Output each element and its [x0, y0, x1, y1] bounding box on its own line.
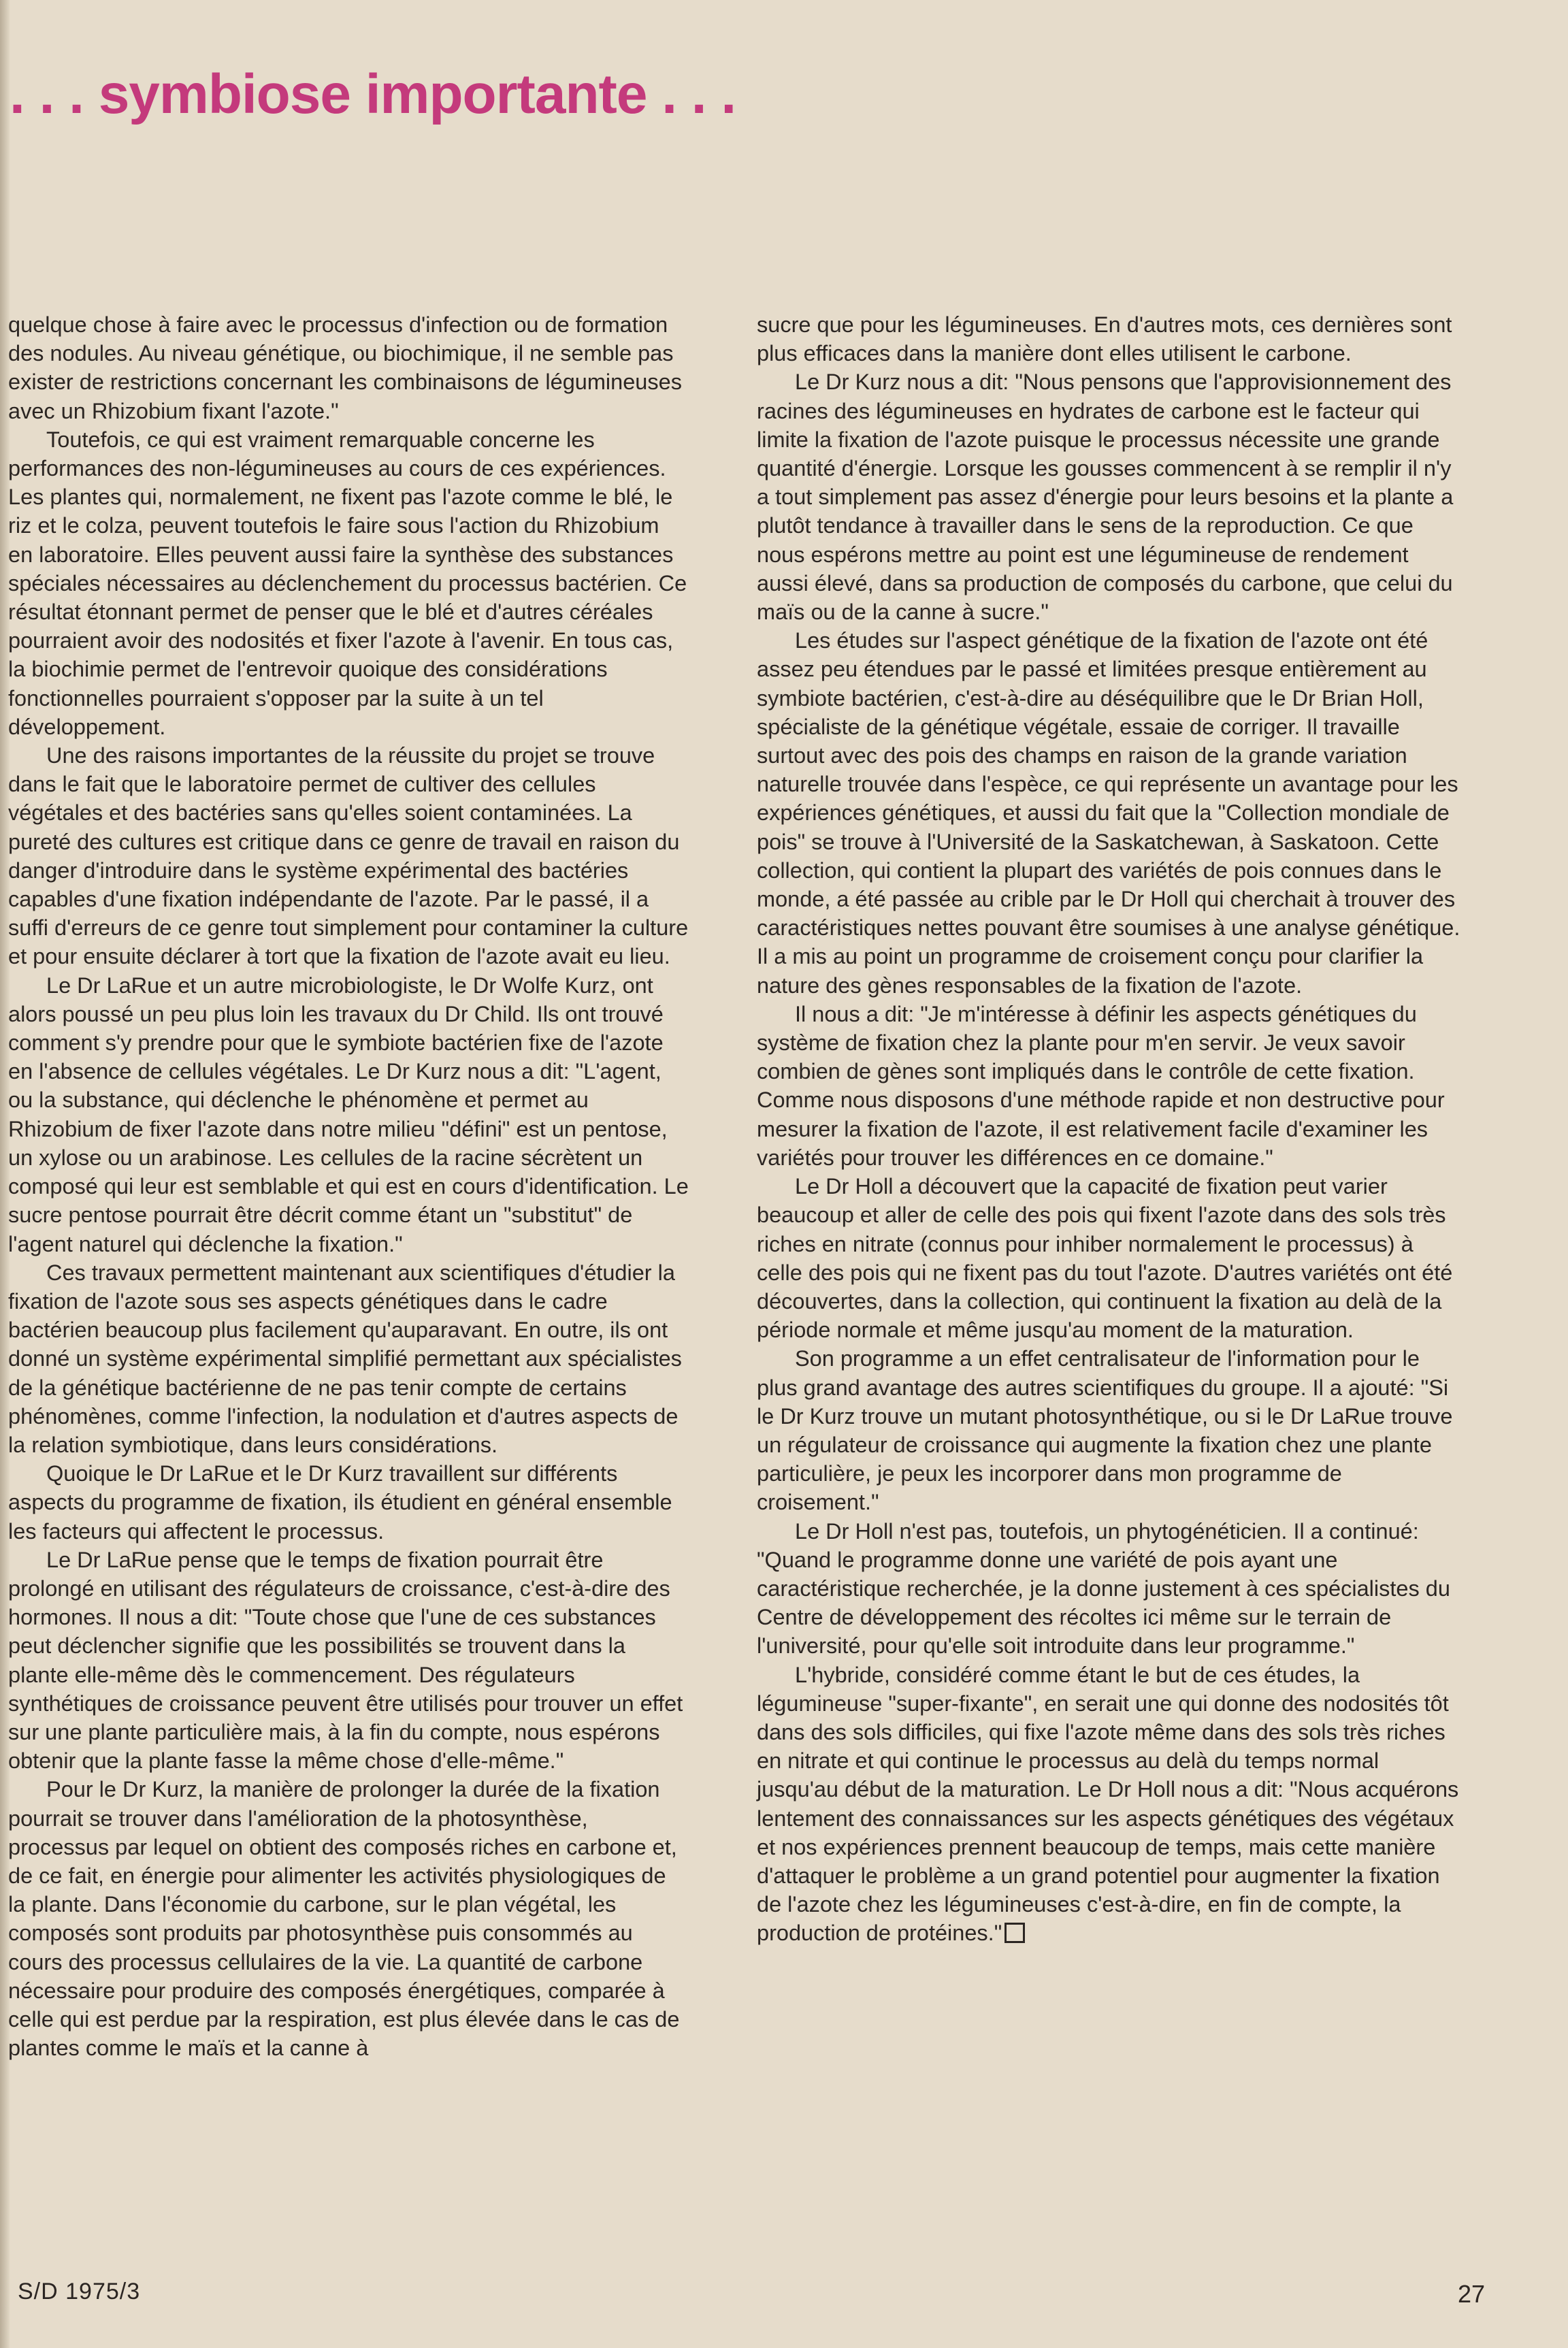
paragraph: Le Dr LaRue et un autre microbiologiste, le Dr Wolfe Kurz, ont alors poussé un peu plus loin les travaux du Dr Child. Ils ont trouvé comment s'y prendre pour que le symbiote bactérien fixe de l'azote en l'absence de cellules végétales. Le Dr Kurz nous a dit: "L'agent, ou la substance, qui déclenche le phénomène et permet au Rhizobium de fixer l'azote dans notre milieu "défini" est un pentose, un xylose ou un arabinose. Les cellules de la racine sécrètent un composé qui leur est semblable et qui est en cours d'identification. Le sucre pentose pourrait être décrit comme étant un "substitut" de l'agent naturel qui déclenche la fixation."	[8, 973, 689, 1256]
paragraph: quelque chose à faire avec le processus d'infection ou de formation des nodules. Au niveau génétique, ou biochimique, il ne semble pas exister de restrictions concernant les combinaisons de légumineuses avec un Rhizobium fixant l'azote."	[8, 312, 682, 423]
paragraph-text: L'hybride, considéré comme étant le but de ces études, la légumineuse "super-fixante", en serait une qui donne des nodosités tôt dans des sols difficiles, qui fixe l'azote même dans des sols très riches en nitrate et qui continue le processus au delà du temps normal jusqu'au début de la maturation. Le Dr Holl nous a dit: "Nous acquérons lentement des connaissances sur les aspects génétiques des végétaux et nos expériences prennent beaucoup de temps, mais cette manière d'attaquer le problème a un grand potentiel pour augmenter la fixation de l'azote chez les légumineuses c'est-à-dire, en fin de compte, la production de protéines."	[757, 1662, 1459, 1946]
paragraph: sucre que pour les légumineuses. En d'autres mots, ces dernières sont plus efficaces dans la manière dont elles utilisent le carbone.	[757, 312, 1452, 366]
paragraph: Le Dr Kurz nous a dit: "Nous pensons que l'approvisionnement des racines des légumineuses en hydrates de carbone est le facteur qui limite la fixation de l'azote puisque le processus nécessite une grande quantité d'énergie. Lorsque les gousses commencent à se remplir il n'y a tout simplement pas assez d'énergie pour leurs besoins et la plante a plutôt tendance à travailler dans le sens de la reproduction. Ce que nous espérons mettre au point est une légumineuse de rendement aussi élevé, dans sa production de composés du carbone, que celui du maïs ou de la canne à sucre."	[757, 370, 1454, 625]
paragraph: Le Dr LaRue pense que le temps de fixation pourrait être prolongé en utilisant des régulateurs de croissance, c'est-à-dire des hormones. Il nous a dit: "Toute chose que l'une de ces substances peut déclencher signifie que les possibilités se trouvent dans la plante elle-même dès le commencement. Des régulateurs synthétiques de croissance peuvent être utilisés pour trouver un effet sur une plante particulière mais, à la fin du compte, nous espérons obtenir que la plante fasse la même chose d'elle-même."	[8, 1547, 683, 1774]
paragraph: Ces travaux permettent maintenant aux scientifiques d'étudier la fixation de l'azote sous ses aspects génétiques dans le cadre bactérien beaucoup plus facilement qu'auparavant. En outre, ils ont donné un système expérimental simplifié permettant aux spécialistes de la génétique bactérienne de ne pas tenir compte de certains phénomènes, comme l'infection, la nodulation et d'autres aspects de la relation symbiotique, dans leurs considérations.	[8, 1260, 682, 1457]
paragraph: Une des raisons importantes de la réussite du projet se trouve dans le fait que le laboratoire permet de cultiver des cellules végétales et des bactéries sans qu'elles soient contaminées. La pureté des cultures est critique dans ce genre de travail en raison du danger d'introduire dans le système expérimental des bactéries capables d'une fixation indépendante de l'azote. Par le passé, il a suffi d'erreurs de ce genre tout simplement pour contaminer la culture et pour ensuite déclarer à tort que la fixation de l'azote avait eu lieu.	[8, 743, 689, 969]
end-of-article-mark-icon	[1004, 1923, 1025, 1943]
paragraph: Les études sur l'aspect génétique de la fixation de l'azote ont été assez peu étendues par le passé et limitées presque entièrement au symbiote bactérien, c'est-à-dire au déséquilibre que le Dr Brian Holl, spécialiste de la génétique végétale, essaie de corriger. Il travaille surtout avec des pois des champs en raison de la grande variation naturelle trouvée dans l'espèce, ce qui représente un avantage pour les expériences génétiques, et aussi du fait que la "Collection mondiale de pois" se trouve à l'Université de la Saskatchewan, à Saskatoon. Cette collection, qui contient la plupart des variétés de pois connues dans le monde, a été passée au crible par le Dr Holl qui cherchait à trouver des caractéristiques nettes pouvant être soumises à une analyse génétique. Il a mis au point un programme de croisement conçu pour clarifier la nature des gènes responsables de la fixation de l'azote.	[757, 628, 1460, 998]
paragraph: Il nous a dit: "Je m'intéresse à définir les aspects génétiques du système de fixation chez la plante pour m'en servir. Je veux savoir combien de gènes sont impliqués dans le contrôle de cette fixation. Comme nous disposons d'une méthode rapide et non destructive pour mesurer la fixation de l'azote, il est relativement facile d'examiner les variétés pour trouver les différences en ce domaine."	[757, 1001, 1445, 1170]
right-column	[757, 310, 1465, 1948]
paragraph: Pour le Dr Kurz, la manière de prolonger la durée de la fixation pourrait se trouver dans l'amélioration de la photosynthèse, processus par lequel on obtient des composés riches en carbone et, de ce fait, en énergie pour alimenter les activités physiologiques de la plante. Dans l'économie du carbone, sur le plan végétal, les composés sont produits par photosynthèse puis consommés au cours des processus cellulaires de la vie. La quantité de carbone nécessaire pour produire des composés énergétiques, comparée à celle qui est perdue par la respiration, est plus élevée dans le cas de plantes comme le maïs et la canne à	[8, 1777, 680, 2061]
page-number: 27	[1458, 2280, 1486, 2308]
page-title: . . . symbiose importante . . .	[10, 63, 736, 125]
paragraph: Le Dr Holl a découvert que la capacité de fixation peut varier beaucoup et aller de celle des pois qui fixent l'azote dans des sols très riches en nitrate (connus pour inhiber normalement le processus) à celle des pois qui ne fixent pas du tout l'azote. D'autres variétés ont été découvertes, dans la collection, qui continuent la fixation au delà de la période normale et même jusqu'au moment de la maturation.	[757, 1174, 1453, 1343]
issue-label: S/D 1975/3	[18, 2279, 141, 2304]
left-column	[8, 310, 689, 2062]
paragraph: Quoique le Dr LaRue et le Dr Kurz travaillent sur différents aspects du programme de fixation, ils étudient en général ensemble les facteurs qui affectent le processus.	[8, 1461, 672, 1544]
final-paragraph	[757, 1661, 1465, 1948]
paragraph: Le Dr Holl n'est pas, toutefois, un phytogénéticien. Il a continué: "Quand le programme donne une variété de pois ayant une caractéristique recherchée, je la donne justement à ces spécialistes du Centre de développement des récoltes ici même sur le terrain de l'université, pour qu'elle soit introduite dans leur programme."	[757, 1518, 1450, 1659]
paragraph: Son programme a un effet centralisateur de l'information pour le plus grand avantage des autres scientifiques du groupe. Il a ajouté: "Si le Dr Kurz trouve un mutant photosynthétique, ou si le Dr LaRue trouve un régulateur de croissance qui augmente la fixation chez une plante particulière, je peux les incorporer dans mon programme de croisement."	[757, 1346, 1453, 1515]
paragraph: Toutefois, ce qui est vraiment remarquable concerne les performances des non-légumineuses au cours de ces expériences. Les plantes qui, normalement, ne fixent pas l'azote comme le blé, le riz et le colza, peuvent toutefois le faire sous l'action du Rhizobium en laboratoire. Elles peuvent aussi faire la synthèse des substances spéciales nécessaires au déclenchement du processus bactérien. Ce résultat étonnant permet de penser que le blé et d'autres céréales pourraient avoir des nodosités et fixer l'azote à l'avenir. En tous cas, la biochimie permet de l'entrevoir quoique des considérations fonctionnelles pourraient s'opposer par la suite à un tel développement.	[8, 427, 687, 739]
